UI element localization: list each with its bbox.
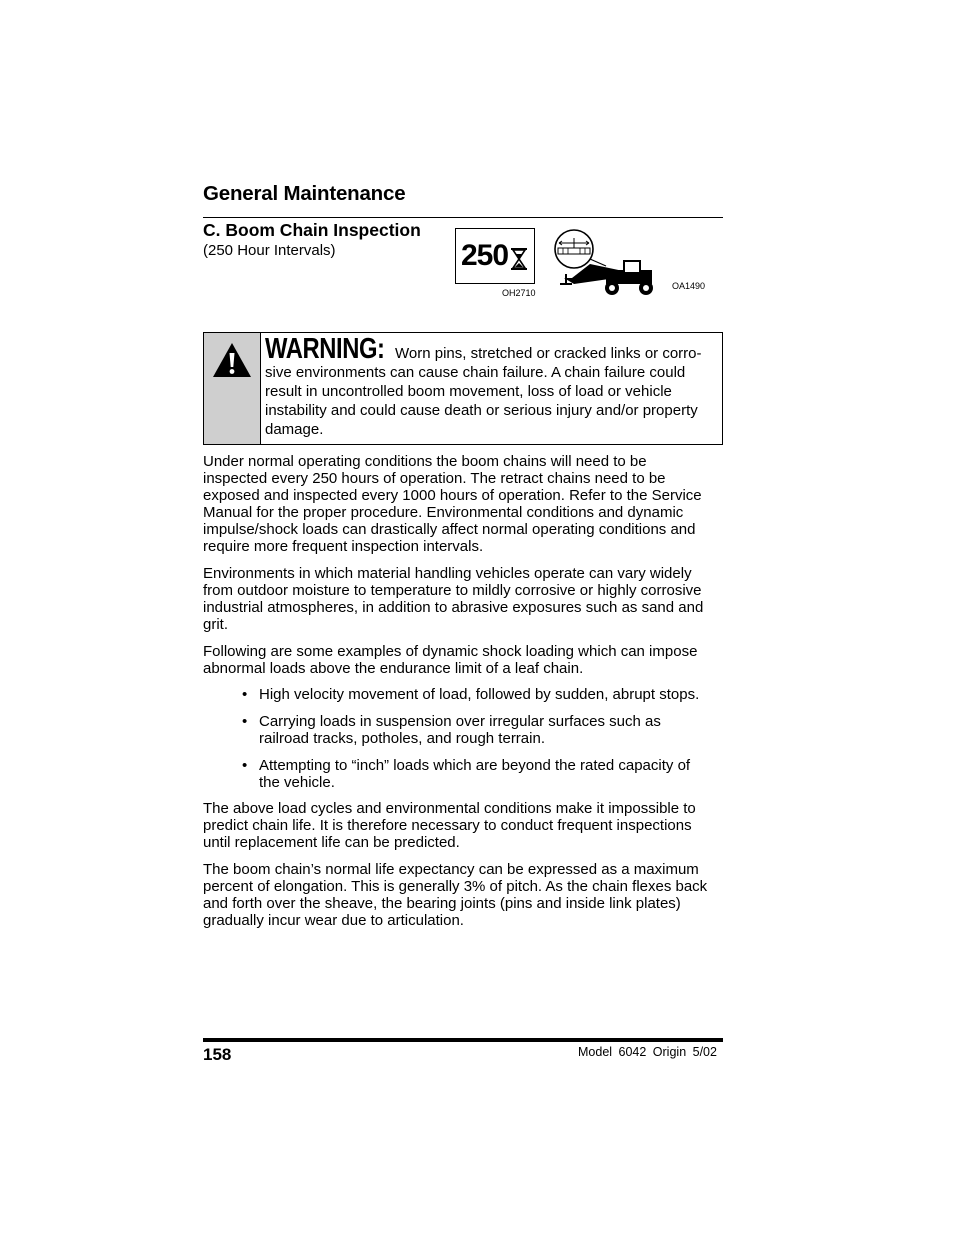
body-text-line: abnormal loads above the endurance limit of a leaf chain. (203, 660, 584, 677)
warning-triangle-icon (212, 342, 252, 378)
figure-code: OH2710 (502, 288, 536, 298)
body-text-line: industrial atmospheres, in addition to abrasive exposures such as sand and (203, 599, 704, 616)
title-divider (203, 217, 723, 218)
body-text-line: grit. (203, 616, 229, 633)
warning-text-line: damage. (265, 421, 324, 438)
warning-label: WARNING: (265, 333, 385, 365)
warning-text-line: Worn pins, stretched or cracked links or corro- (395, 345, 702, 362)
telehandler-chain-icon (550, 228, 662, 298)
bullet-marker: • (242, 713, 248, 730)
body-text-line: predict chain life. It is therefore necessary to conduct frequent inspections (203, 817, 692, 834)
section-title: General Maintenance (203, 182, 406, 205)
body-text-line: Environments in which material handling vehicles operate can vary widely (203, 565, 692, 582)
bullet-text-line: the vehicle. (259, 774, 335, 791)
body-text-line: percent of elongation. This is generally 3% of pitch. As the chain flexes back (203, 878, 708, 895)
footer-model-origin: Model 6042 Origin 5/02 (578, 1045, 717, 1059)
body-text-line: The above load cycles and environmental conditions make it impossible to (203, 800, 696, 817)
footer-divider (203, 1038, 723, 1042)
bullet-marker: • (242, 686, 248, 703)
warning-text-line: instability and could cause death or serious injury and/or property (265, 402, 698, 419)
bullet-marker: • (242, 757, 248, 774)
body-text-line: gradually incur wear due to articulation. (203, 912, 464, 929)
body-text-line: The boom chain’s normal life expectancy can be expressed as a maximum (203, 861, 699, 878)
body-text-line: Following are some examples of dynamic shock loading which can impose (203, 643, 698, 660)
body-text-line: impulse/shock loads can drastically affect normal operating conditions and (203, 521, 696, 538)
body-text-line: from outdoor moisture to temperature to mildly corrosive or highly corrosive (203, 582, 702, 599)
body-text-line: require more frequent inspection intervals. (203, 538, 484, 555)
body-text-line: Under normal operating conditions the boom chains will need to be (203, 453, 647, 470)
body-text-line: until replacement life can be predicted. (203, 834, 460, 851)
service-interval-number: 250 (461, 239, 509, 272)
body-text-line: exposed and inspected every 1000 hours of operation. Refer to the Service (203, 487, 702, 504)
hourglass-icon (511, 248, 527, 270)
bullet-text-line: railroad tracks, potholes, and rough terrain. (259, 730, 545, 747)
body-text-line: Manual for the proper procedure. Environmental conditions and dynamic (203, 504, 684, 521)
warning-text-line: sive environments can cause chain failure. A chain failure could (265, 364, 686, 381)
body-text-line: inspected every 250 hours of operation. The retract chains need to be (203, 470, 666, 487)
page-number: 158 (203, 1045, 232, 1064)
bullet-text-line: High velocity movement of load, followed by sudden, abrupt stops. (259, 686, 700, 703)
service-interval-badge (455, 228, 535, 284)
warning-box (203, 332, 723, 445)
bullet-text-line: Attempting to “inch” loads which are beyond the rated capacity of (259, 757, 691, 774)
warning-text-line: result in uncontrolled boom movement, loss of load or vehicle (265, 383, 672, 400)
warning-sidebar (204, 333, 261, 444)
bullet-text-line: Carrying loads in suspension over irregular surfaces such as (259, 713, 661, 730)
sub-heading-interval: (250 Hour Intervals) (203, 242, 336, 259)
figure-code: OA1490 (672, 281, 706, 291)
body-text-line: and forth over the sheave, the bearing joints (pins and inside link plates) (203, 895, 681, 912)
sub-heading: C. Boom Chain Inspection (203, 220, 421, 240)
